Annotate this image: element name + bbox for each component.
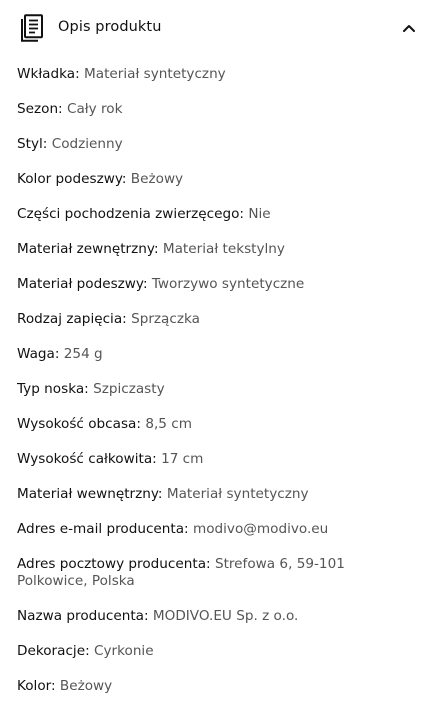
spec-label: Wysokość całkowita: (17, 451, 157, 467)
chevron-up-icon[interactable] (401, 20, 417, 36)
document-icon (20, 14, 44, 42)
spec-row-season (17, 101, 417, 118)
spec-label: Materiał wewnętrzny: (17, 486, 163, 502)
spec-label: Adres pocztowy producenta: (17, 556, 211, 572)
spec-row-decorations (17, 643, 417, 660)
spec-value: Cały rok (66, 101, 123, 117)
spec-value: Materiał syntetyczny (84, 66, 226, 82)
spec-value: Szpiczasty (93, 381, 165, 397)
spec-label: Typ noska: (17, 381, 89, 397)
spec-value: Strefowa 6, 59-101 Polkowice, Polska (17, 556, 345, 589)
spec-value: Beżowy (130, 171, 184, 187)
spec-row-fastening (17, 311, 417, 328)
spec-label: Dekoracje: (17, 643, 90, 659)
spec-value: 8,5 cm (145, 416, 192, 432)
spec-label: Waga: (17, 346, 60, 362)
spec-value: 254 g (63, 346, 103, 362)
spec-value: Cyrkonie (93, 643, 154, 659)
spec-label: Części pochodzenia zwierzęcego: (17, 206, 245, 222)
spec-row-sole-material (17, 276, 417, 293)
spec-value: MODIVO.EU Sp. z o.o. (152, 608, 299, 624)
spec-value: Sprzączka (131, 311, 200, 327)
spec-row-style (17, 136, 417, 153)
spec-row-insole (17, 66, 417, 83)
spec-label: Materiał zewnętrzny: (17, 241, 159, 257)
spec-row-inner-material (17, 486, 417, 503)
spec-label: Wysokość obcasa: (17, 416, 141, 432)
spec-value: 17 cm (161, 451, 204, 467)
product-description-header[interactable] (0, 0, 434, 56)
spec-row-outer-material (17, 241, 417, 258)
spec-row-producer-name (17, 608, 417, 625)
spec-value: Codzienny (51, 136, 123, 152)
spec-row-animal-parts (17, 206, 417, 223)
spec-label: Kolor: (17, 678, 56, 694)
spec-label: Materiał podeszwy: (17, 276, 148, 292)
spec-label: Styl: (17, 136, 48, 152)
spec-label: Rodzaj zapięcia: (17, 311, 127, 327)
spec-row-sole-color (17, 171, 417, 188)
spec-row-color (17, 678, 417, 695)
section-title: Opis produktu (58, 19, 162, 35)
spec-value: modivo@modivo.eu (192, 521, 329, 537)
spec-label: Sezon: (17, 101, 63, 117)
spec-value: Materiał syntetyczny (166, 486, 309, 502)
spec-row-heel-height (17, 416, 417, 433)
spec-row-producer-address (17, 556, 417, 590)
spec-row-producer-email (17, 521, 417, 538)
spec-row-toe-type (17, 381, 417, 398)
product-specs-list (17, 66, 417, 713)
spec-row-weight (17, 346, 417, 363)
spec-value: Materiał tekstylny (162, 241, 285, 257)
spec-label: Wkładka: (17, 66, 80, 82)
spec-label: Nazwa producenta: (17, 608, 149, 624)
spec-label: Adres e-mail producenta: (17, 521, 189, 537)
spec-value: Beżowy (59, 678, 113, 694)
spec-row-total-height (17, 451, 417, 468)
spec-value: Tworzywo syntetyczne (151, 276, 305, 292)
spec-value: Nie (248, 206, 271, 222)
spec-label: Kolor podeszwy: (17, 171, 127, 187)
